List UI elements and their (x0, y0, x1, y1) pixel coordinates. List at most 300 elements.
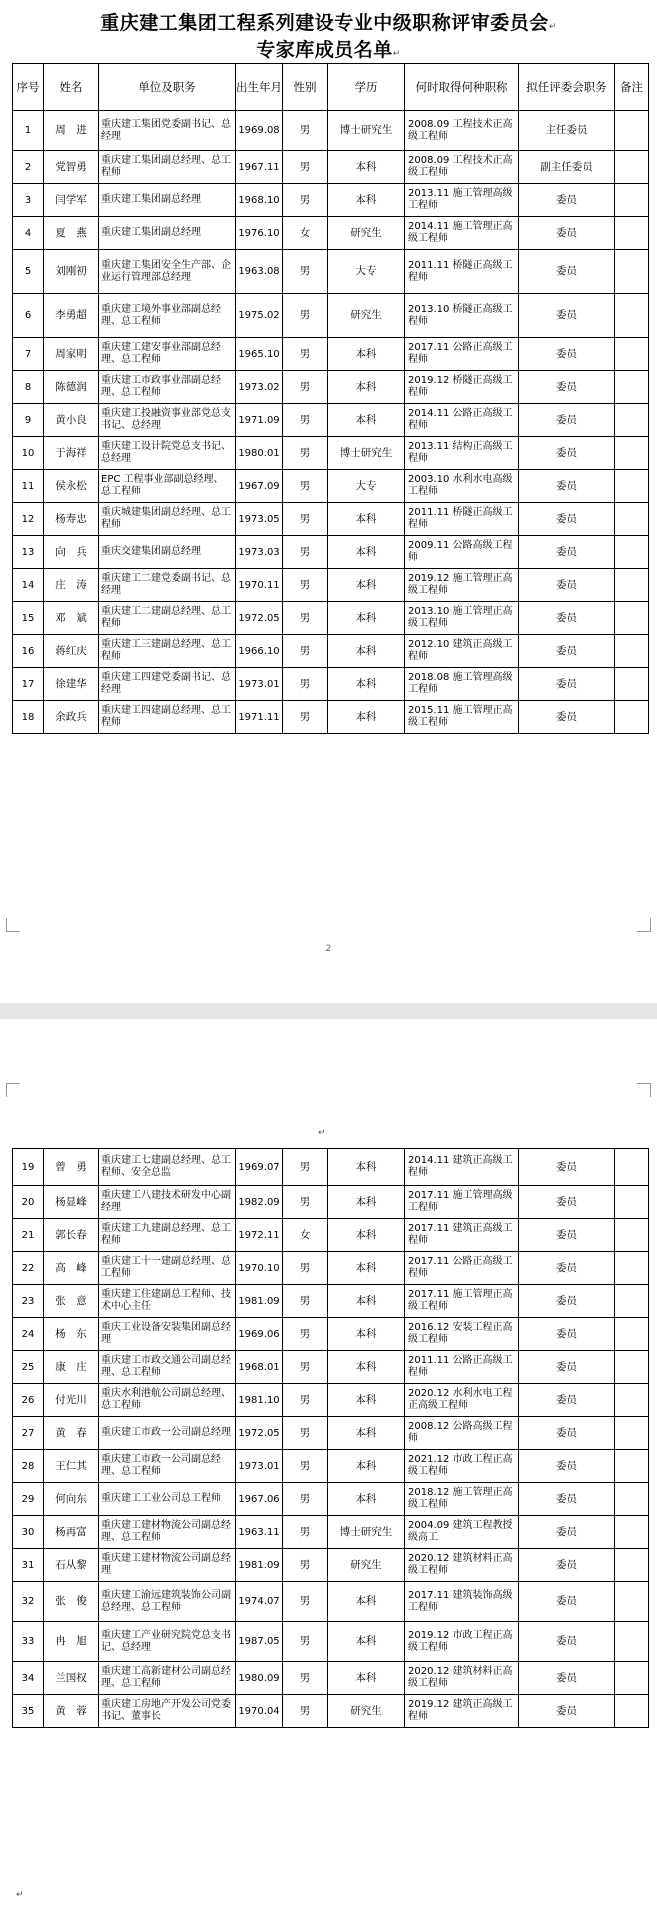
cell-title-obtained: 2013.10 桥隧正高级工程师 (405, 294, 519, 338)
cell-birth: 1969.06 (236, 1318, 283, 1351)
cell-name: 冉 旭 (44, 1622, 99, 1662)
cell-sex: 女 (283, 217, 328, 250)
cell-education: 本科 (328, 184, 405, 217)
cell-education: 本科 (328, 1318, 405, 1351)
cell-title-obtained: 2015.11 施工管理正高级工程师 (405, 701, 519, 734)
cell-education: 本科 (328, 371, 405, 404)
table-row (13, 371, 649, 404)
cell-no: 29 (13, 1483, 44, 1516)
cell-committee-role: 委员 (519, 1384, 615, 1417)
cell-name: 杨寿忠 (44, 503, 99, 536)
cell-sex: 男 (283, 338, 328, 371)
cell-unit: 重庆建工投融资事业部党总支书记、总经理 (99, 404, 236, 437)
cell-sex: 男 (283, 250, 328, 294)
cell-birth: 1981.10 (236, 1384, 283, 1417)
cell-note (615, 151, 649, 184)
table-row (13, 1549, 649, 1582)
cell-birth: 1970.10 (236, 1252, 283, 1285)
table-row (13, 151, 649, 184)
cell-committee-role: 委员 (519, 250, 615, 294)
cell-education: 博士研究生 (328, 437, 405, 470)
cell-title-obtained: 2018.08 施工管理高级工程师 (405, 668, 519, 701)
cell-no: 20 (13, 1186, 44, 1219)
cell-name: 李勇超 (44, 294, 99, 338)
table-row (13, 569, 649, 602)
cell-no: 14 (13, 569, 44, 602)
cell-unit: 重庆工业设备安装集团副总经理 (99, 1318, 236, 1351)
cell-no: 26 (13, 1384, 44, 1417)
crop-mark-top-right (637, 1083, 651, 1097)
cell-title-obtained: 2017.11 施工管理高级工程师 (405, 1186, 519, 1219)
cell-note (615, 1450, 649, 1483)
cell-title-obtained: 2004.09 建筑工程教授级高工 (405, 1516, 519, 1549)
cell-title-obtained: 2011.11 桥隧正高级工程师 (405, 250, 519, 294)
cell-birth: 1972.05 (236, 1417, 283, 1450)
cell-birth: 1971.09 (236, 404, 283, 437)
table-row (13, 294, 649, 338)
cell-committee-role: 委员 (519, 701, 615, 734)
cell-committee-role: 主任委员 (519, 111, 615, 151)
table-row (13, 1318, 649, 1351)
cell-birth: 1963.08 (236, 250, 283, 294)
cell-name: 夏 燕 (44, 217, 99, 250)
cell-unit: 重庆建工七建副总经理、总工程师、安全总监 (99, 1149, 236, 1186)
cell-education: 本科 (328, 635, 405, 668)
cell-education: 本科 (328, 338, 405, 371)
cell-no: 35 (13, 1695, 44, 1728)
cell-unit: 重庆水利港航公司副总经理、总工程师 (99, 1384, 236, 1417)
cell-title-obtained: 2016.12 安装工程正高级工程师 (405, 1318, 519, 1351)
table-row (13, 1622, 649, 1662)
cell-committee-role: 委员 (519, 470, 615, 503)
cell-note (615, 635, 649, 668)
cell-committee-role: 委员 (519, 371, 615, 404)
cell-committee-role: 委员 (519, 1695, 615, 1728)
table-row (13, 437, 649, 470)
cell-unit: 重庆建工集团党委副书记、总经理 (99, 111, 236, 151)
cell-no: 1 (13, 111, 44, 151)
cell-sex: 男 (283, 1695, 328, 1728)
cell-education: 本科 (328, 1219, 405, 1252)
cell-sex: 男 (283, 111, 328, 151)
cell-sex: 男 (283, 1483, 328, 1516)
cell-note (615, 1483, 649, 1516)
cell-committee-role: 委员 (519, 1516, 615, 1549)
cell-committee-role: 委员 (519, 184, 615, 217)
cell-committee-role: 委员 (519, 1662, 615, 1695)
cell-committee-role: 委员 (519, 1450, 615, 1483)
cell-name: 蒋红庆 (44, 635, 99, 668)
cell-education: 研究生 (328, 217, 405, 250)
cell-birth: 1980.09 (236, 1662, 283, 1695)
table-row (13, 1351, 649, 1384)
cell-education: 大专 (328, 250, 405, 294)
cell-birth: 1976.10 (236, 217, 283, 250)
cell-note (615, 536, 649, 569)
cell-note (615, 111, 649, 151)
cell-name: 侯永松 (44, 470, 99, 503)
cell-name: 杨显峰 (44, 1186, 99, 1219)
cell-title-obtained: 2021.12 市政工程正高级工程师 (405, 1450, 519, 1483)
cell-sex: 男 (283, 404, 328, 437)
cell-committee-role: 委员 (519, 1318, 615, 1351)
cell-unit: 重庆交建集团副总经理 (99, 536, 236, 569)
cell-education: 本科 (328, 1622, 405, 1662)
cell-name: 杨再富 (44, 1516, 99, 1549)
cell-committee-role: 委员 (519, 635, 615, 668)
cell-unit: 重庆建工建材物流公司副总经理、总工程师 (99, 1516, 236, 1549)
cell-title-obtained: 2014.11 公路正高级工程师 (405, 404, 519, 437)
cell-note (615, 470, 649, 503)
cell-note (615, 1252, 649, 1285)
table-row (13, 1417, 649, 1450)
cell-no: 31 (13, 1549, 44, 1582)
table-row (13, 470, 649, 503)
cell-no: 23 (13, 1285, 44, 1318)
cell-name: 周家明 (44, 338, 99, 371)
cell-sex: 男 (283, 371, 328, 404)
cell-name: 徐建华 (44, 668, 99, 701)
cell-committee-role: 委员 (519, 437, 615, 470)
cell-unit: 重庆建工市政一公司副总经理 (99, 1417, 236, 1450)
cell-name: 康 庄 (44, 1351, 99, 1384)
cell-committee-role: 委员 (519, 1483, 615, 1516)
table-row (13, 1516, 649, 1549)
cell-name: 黄小良 (44, 404, 99, 437)
table-row (13, 1285, 649, 1318)
cell-note (615, 1582, 649, 1622)
cell-birth: 1963.11 (236, 1516, 283, 1549)
cell-no: 7 (13, 338, 44, 371)
cell-birth: 1967.06 (236, 1483, 283, 1516)
cell-education: 本科 (328, 1662, 405, 1695)
cell-unit: 重庆建工设计院党总支书记、总经理 (99, 437, 236, 470)
cell-name: 杨 东 (44, 1318, 99, 1351)
cell-committee-role: 委员 (519, 338, 615, 371)
cell-note (615, 602, 649, 635)
cell-birth: 1973.01 (236, 668, 283, 701)
cell-note (615, 1516, 649, 1549)
cell-note (615, 217, 649, 250)
document-title-line-2: 专家库成员名单↵ (256, 39, 401, 61)
cell-birth: 1968.01 (236, 1351, 283, 1384)
cell-no: 33 (13, 1622, 44, 1662)
cell-unit: 重庆建工二建副总经理、总工程师 (99, 602, 236, 635)
cell-no: 18 (13, 701, 44, 734)
cell-birth: 1967.11 (236, 151, 283, 184)
table-row (13, 338, 649, 371)
cell-birth: 1975.02 (236, 294, 283, 338)
crop-mark-bottom-left (6, 918, 20, 932)
cell-title-obtained: 2018.12 施工管理正高级工程师 (405, 1483, 519, 1516)
cell-sex: 男 (283, 635, 328, 668)
cell-no: 22 (13, 1252, 44, 1285)
cell-title-obtained: 2020.12 水利水电工程正高级工程师 (405, 1384, 519, 1417)
cell-sex: 男 (283, 503, 328, 536)
cell-name: 曾 勇 (44, 1149, 99, 1186)
header-education: 学历 (328, 64, 405, 111)
cell-sex: 男 (283, 569, 328, 602)
cell-unit: 重庆建工十一建副总经理、总工程师 (99, 1252, 236, 1285)
cell-title-obtained: 2003.10 水利水电高级工程师 (405, 470, 519, 503)
cell-unit: 重庆建工市政事业部副总经理、总工程师 (99, 371, 236, 404)
cell-title-obtained: 2020.12 建筑材料正高级工程师 (405, 1662, 519, 1695)
cell-note (615, 701, 649, 734)
table-row (13, 1695, 649, 1728)
cell-sex: 女 (283, 1219, 328, 1252)
cell-education: 本科 (328, 1384, 405, 1417)
cell-birth: 1973.01 (236, 1450, 283, 1483)
cell-no: 2 (13, 151, 44, 184)
cell-name: 黄 蓉 (44, 1695, 99, 1728)
cell-committee-role: 委员 (519, 1149, 615, 1186)
cell-no: 21 (13, 1219, 44, 1252)
paragraph-mark: ↵ (318, 1128, 326, 1138)
table-row (13, 217, 649, 250)
cell-note (615, 1318, 649, 1351)
cell-title-obtained: 2019.12 建筑正高级工程师 (405, 1695, 519, 1728)
cell-name: 黄 春 (44, 1417, 99, 1450)
cell-committee-role: 委员 (519, 1417, 615, 1450)
cell-sex: 男 (283, 1252, 328, 1285)
cell-committee-role: 委员 (519, 1622, 615, 1662)
cell-unit: 重庆建工三建副总经理、总工程师 (99, 635, 236, 668)
cell-unit: 重庆建工工业公司总工程师 (99, 1483, 236, 1516)
cell-sex: 男 (283, 1285, 328, 1318)
table-row (13, 111, 649, 151)
cell-unit: 重庆建工建安事业部副总经理、总工程师 (99, 338, 236, 371)
cell-name: 周 进 (44, 111, 99, 151)
cell-sex: 男 (283, 1318, 328, 1351)
cell-note (615, 294, 649, 338)
cell-name: 向 兵 (44, 536, 99, 569)
cell-no: 12 (13, 503, 44, 536)
cell-education: 研究生 (328, 1695, 405, 1728)
cell-committee-role: 委员 (519, 1186, 615, 1219)
cell-committee-role: 委员 (519, 1252, 615, 1285)
cell-sex: 男 (283, 1622, 328, 1662)
header-title-obtained: 何时取得何种职称 (405, 64, 519, 111)
expert-roster-table-part-1 (12, 63, 649, 734)
cell-education: 本科 (328, 1285, 405, 1318)
cell-title-obtained: 2019.12 施工管理正高级工程师 (405, 569, 519, 602)
cell-title-obtained: 2017.11 建筑装饰高级工程师 (405, 1582, 519, 1622)
cell-name: 余政兵 (44, 701, 99, 734)
cell-committee-role: 委员 (519, 404, 615, 437)
cell-title-obtained: 2017.11 施工管理正高级工程师 (405, 1285, 519, 1318)
cell-title-obtained: 2012.10 建筑正高级工程师 (405, 635, 519, 668)
cell-sex: 男 (283, 470, 328, 503)
cell-title-obtained: 2019.12 桥隧正高级工程师 (405, 371, 519, 404)
cell-unit: 重庆建工境外事业部副总经理、总工程师 (99, 294, 236, 338)
cell-no: 16 (13, 635, 44, 668)
cell-education: 本科 (328, 1351, 405, 1384)
cell-name: 王仁其 (44, 1450, 99, 1483)
cell-committee-role: 委员 (519, 569, 615, 602)
cell-unit: 重庆建工市政一公司副总经理、总工程师 (99, 1450, 236, 1483)
cell-education: 本科 (328, 1450, 405, 1483)
table-row (13, 250, 649, 294)
cell-note (615, 1549, 649, 1582)
cell-note (615, 1351, 649, 1384)
cell-name: 张 俊 (44, 1582, 99, 1622)
cell-unit: 重庆建工房地产开发公司党委书记、董事长 (99, 1695, 236, 1728)
cell-education: 本科 (328, 503, 405, 536)
cell-education: 本科 (328, 1149, 405, 1186)
document-title-line-1: 重庆建工集团工程系列建设专业中级职称评审委员会↵ (100, 12, 557, 34)
table-row (13, 1483, 649, 1516)
cell-no: 13 (13, 536, 44, 569)
table-row (13, 503, 649, 536)
cell-sex: 男 (283, 1149, 328, 1186)
cell-unit: 重庆建工集团安全生产部、企业运行管理部总经理 (99, 250, 236, 294)
expert-roster-table-part-2 (12, 1148, 649, 1728)
cell-birth: 1968.10 (236, 184, 283, 217)
cell-sex: 男 (283, 437, 328, 470)
cell-committee-role: 委员 (519, 602, 615, 635)
cell-note (615, 1695, 649, 1728)
cell-no: 9 (13, 404, 44, 437)
cell-unit: 重庆建工九建副总经理、总工程师 (99, 1219, 236, 1252)
cell-education: 本科 (328, 701, 405, 734)
cell-unit: 重庆城建集团副总经理、总工程师 (99, 503, 236, 536)
cell-birth: 1971.11 (236, 701, 283, 734)
cell-no: 34 (13, 1662, 44, 1695)
cell-no: 30 (13, 1516, 44, 1549)
cell-sex: 男 (283, 1450, 328, 1483)
cell-title-obtained: 2013.11 结构正高级工程师 (405, 437, 519, 470)
cell-birth: 1973.03 (236, 536, 283, 569)
cell-unit: 重庆建工集团副总经理 (99, 184, 236, 217)
cell-sex: 男 (283, 1582, 328, 1622)
cell-birth: 1972.11 (236, 1219, 283, 1252)
cell-birth: 1970.11 (236, 569, 283, 602)
cell-name: 于海祥 (44, 437, 99, 470)
cell-education: 大专 (328, 470, 405, 503)
cell-no: 8 (13, 371, 44, 404)
cell-title-obtained: 2017.11 公路正高级工程师 (405, 338, 519, 371)
cell-committee-role: 委员 (519, 536, 615, 569)
cell-note (615, 1186, 649, 1219)
cell-sex: 男 (283, 184, 328, 217)
cell-birth: 1973.02 (236, 371, 283, 404)
cell-education: 本科 (328, 1483, 405, 1516)
cell-no: 28 (13, 1450, 44, 1483)
cell-name: 闫学军 (44, 184, 99, 217)
cell-birth: 1974.07 (236, 1582, 283, 1622)
cell-education: 本科 (328, 602, 405, 635)
cell-education: 研究生 (328, 294, 405, 338)
cell-birth: 1973.05 (236, 503, 283, 536)
cell-sex: 男 (283, 668, 328, 701)
cell-note (615, 1219, 649, 1252)
header-unit: 单位及职务 (99, 64, 236, 111)
table-row (13, 1662, 649, 1695)
cell-education: 本科 (328, 404, 405, 437)
cell-education: 本科 (328, 536, 405, 569)
crop-mark-bottom-right (637, 918, 651, 932)
cell-name: 兰国权 (44, 1662, 99, 1695)
cell-name: 石从黎 (44, 1549, 99, 1582)
header-no: 序号 (13, 64, 44, 111)
cell-title-obtained: 2008.09 工程技术正高级工程师 (405, 111, 519, 151)
cell-sex: 男 (283, 1384, 328, 1417)
cell-title-obtained: 2014.11 建筑正高级工程师 (405, 1149, 519, 1186)
cell-note (615, 1149, 649, 1186)
cell-birth: 1966.10 (236, 635, 283, 668)
cell-committee-role: 委员 (519, 1351, 615, 1384)
table-body-part-1 (13, 111, 649, 734)
cell-note (615, 1622, 649, 1662)
cell-birth: 1967.09 (236, 470, 283, 503)
cell-education: 博士研究生 (328, 1516, 405, 1549)
cell-title-obtained: 2014.11 施工管理正高级工程师 (405, 217, 519, 250)
cell-note (615, 1285, 649, 1318)
cell-education: 本科 (328, 569, 405, 602)
cell-title-obtained: 2013.11 施工管理高级工程师 (405, 184, 519, 217)
cell-note (615, 1417, 649, 1450)
crop-mark-top-left (6, 1083, 20, 1097)
cell-title-obtained: 2017.11 建筑正高级工程师 (405, 1219, 519, 1252)
cell-committee-role: 委员 (519, 1582, 615, 1622)
header-name: 姓名 (44, 64, 99, 111)
cell-no: 10 (13, 437, 44, 470)
table-row (13, 1384, 649, 1417)
cell-unit: 重庆建工四建党委副书记、总经理 (99, 668, 236, 701)
cell-name: 党智勇 (44, 151, 99, 184)
cell-note (615, 250, 649, 294)
cell-unit: 重庆建工产业研究院党总支书记、总经理 (99, 1622, 236, 1662)
cell-unit: 重庆建工八建技术研发中心副经理 (99, 1186, 236, 1219)
cell-no: 32 (13, 1582, 44, 1622)
cell-sex: 男 (283, 1186, 328, 1219)
cell-name: 付光川 (44, 1384, 99, 1417)
cell-birth: 1981.09 (236, 1549, 283, 1582)
header-note: 备注 (615, 64, 649, 111)
cell-name: 郭长春 (44, 1219, 99, 1252)
cell-committee-role: 副主任委员 (519, 151, 615, 184)
cell-sex: 男 (283, 1516, 328, 1549)
page-number: 2 (325, 944, 332, 954)
cell-sex: 男 (283, 294, 328, 338)
cell-sex: 男 (283, 602, 328, 635)
cell-note (615, 503, 649, 536)
table-row (13, 1450, 649, 1483)
cell-birth: 1970.04 (236, 1695, 283, 1728)
cell-unit: 重庆建工建材物流公司副总经理 (99, 1549, 236, 1582)
cell-unit: 重庆建工四建副总经理、总工程师 (99, 701, 236, 734)
paragraph-mark-end: ↵ (16, 1890, 24, 1900)
cell-no: 3 (13, 184, 44, 217)
cell-sex: 男 (283, 1417, 328, 1450)
document-page-1 (0, 0, 657, 940)
header-sex: 性别 (283, 64, 328, 111)
cell-title-obtained: 2011.11 桥隧正高级工程师 (405, 503, 519, 536)
cell-unit: 重庆建工渝远建筑装饰公司副总经理、总工程师 (99, 1582, 236, 1622)
table-row (13, 1252, 649, 1285)
cell-name: 何向东 (44, 1483, 99, 1516)
cell-note (615, 569, 649, 602)
cell-title-obtained: 2019.12 市政工程正高级工程师 (405, 1622, 519, 1662)
cell-education: 研究生 (328, 1549, 405, 1582)
cell-name: 张 意 (44, 1285, 99, 1318)
cell-sex: 男 (283, 1351, 328, 1384)
table-row (13, 668, 649, 701)
cell-sex: 男 (283, 536, 328, 569)
cell-name: 邓 斌 (44, 602, 99, 635)
cell-note (615, 437, 649, 470)
cell-committee-role: 委员 (519, 1549, 615, 1582)
